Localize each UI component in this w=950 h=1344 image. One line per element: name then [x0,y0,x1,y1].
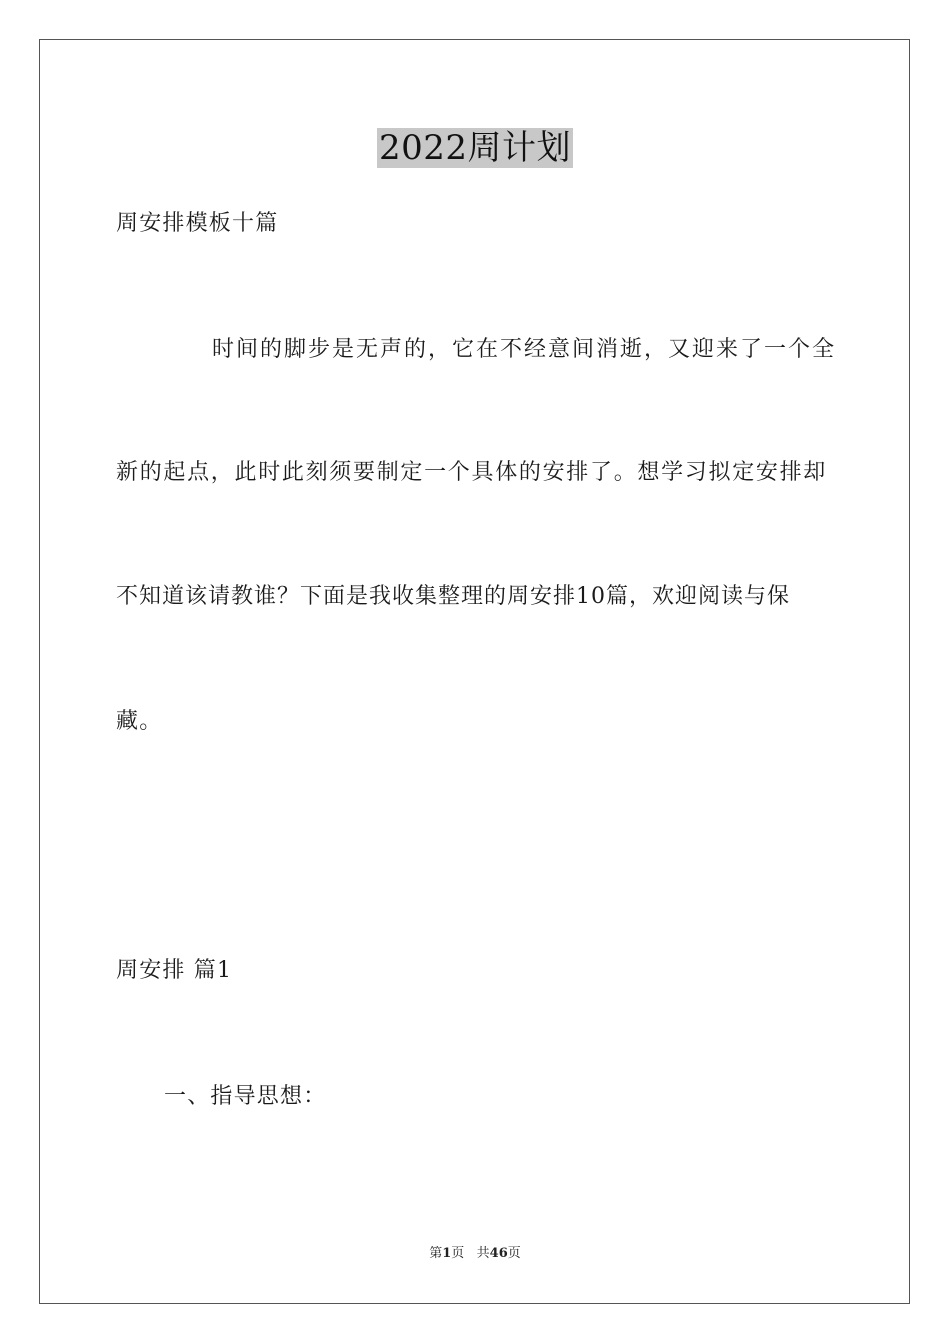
sub-heading: 一、指导思想： [164,1084,327,1109]
page-footer [0,1245,950,1263]
title-container [0,128,950,168]
footer-suffix: 页 [507,1246,521,1261]
section-heading: 周安排 篇1 [116,958,233,983]
intro-line-2: 新的起点，此时此刻须要制定一个具体的安排了。想学习拟定安排却 [116,460,828,485]
footer-prefix: 第 [429,1246,443,1261]
intro-line-1: 时间的脚步是无声的，它在不经意间消逝，又迎来了一个全 [212,337,837,362]
intro-line-3: 不知道该请教谁？下面是我收集整理的周安排10篇，欢迎阅读与保 [116,584,790,609]
footer-mid: 页 共 [451,1246,490,1261]
footer-total-pages: 46 [489,1246,508,1261]
intro-line-4: 藏。 [116,709,163,734]
document-subtitle: 周安排模板十篇 [116,211,279,236]
document-title: 2022周计划 [378,128,572,168]
footer-page-number: 1 [442,1246,452,1261]
